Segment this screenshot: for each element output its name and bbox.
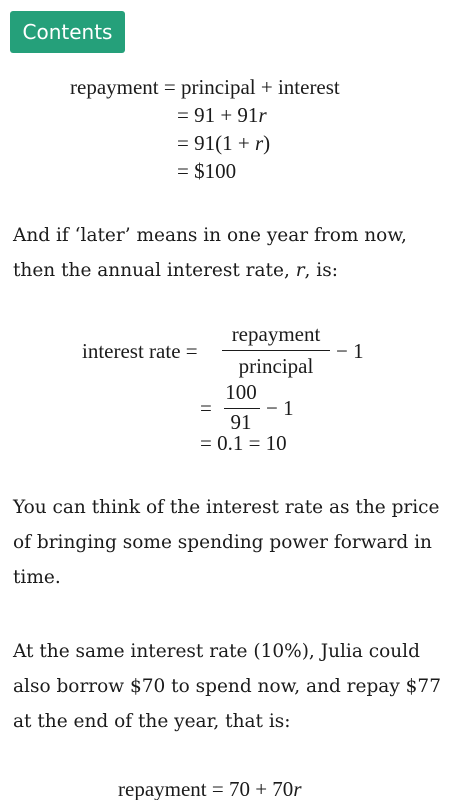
eq3-var: r xyxy=(293,777,302,800)
paragraph-interest-rate-intro xyxy=(13,218,443,288)
eq1-line1-rhs: = principal + interest xyxy=(163,75,340,99)
eq2-eq-sign: = xyxy=(185,339,198,363)
equation-line-3 xyxy=(177,133,270,154)
eq1-line3-rhs-b: ) xyxy=(263,131,271,155)
eq2-line2-eq: = xyxy=(200,396,212,420)
eq3-lhs: repayment xyxy=(118,777,207,800)
fraction-numerator-repayment: repayment xyxy=(231,322,321,346)
fraction-bar-1 xyxy=(222,350,330,351)
eq1-line4-rhs: = $100 xyxy=(177,159,237,183)
eq1-lhs: repayment xyxy=(70,75,159,99)
eq1-line3-rhs-a: = 91(1 + xyxy=(177,131,255,155)
eq2-minus-one: − 1 xyxy=(336,339,364,363)
paragraph-interest-rate-price: You can think of the interest rate as the price of bringing some spending power forward in time. xyxy=(13,497,440,588)
eq2-lhs xyxy=(82,341,198,362)
eq1-line3-var: r xyxy=(254,131,264,155)
eq1-line2-rhs: = 91 + 91 xyxy=(177,103,259,127)
fraction-denominator-91: 91 xyxy=(230,410,252,434)
equation-line-4 xyxy=(177,161,236,182)
eq3-rhs: = 70 + 70 xyxy=(211,777,294,800)
para1-text-a: And if ‘later’ means in one year from now, then the annual interest rate, xyxy=(13,225,407,281)
equation-repayment-70 xyxy=(118,779,302,800)
para1-text-b: , is: xyxy=(304,260,338,281)
equation-line-2 xyxy=(177,105,267,126)
fraction-numerator-100: 100 xyxy=(225,380,257,404)
eq1-line2-var: r xyxy=(258,103,267,127)
eq2-line2-minus: − 1 xyxy=(266,396,294,420)
equation-repayment-principal xyxy=(70,77,340,98)
eq2-lhs-text: interest rate xyxy=(82,339,181,363)
para1-var: r xyxy=(295,260,305,281)
paragraph-julia-borrow: At the same interest rate (10%), Julia could also borrow $70 to spend now, and repay $77 at the end of the year, that is: xyxy=(13,641,441,732)
contents-button[interactable]: Contents xyxy=(10,11,125,53)
fraction-denominator-principal: principal xyxy=(238,354,314,378)
eq2-line3: = 0.1 = 10 xyxy=(200,431,287,455)
